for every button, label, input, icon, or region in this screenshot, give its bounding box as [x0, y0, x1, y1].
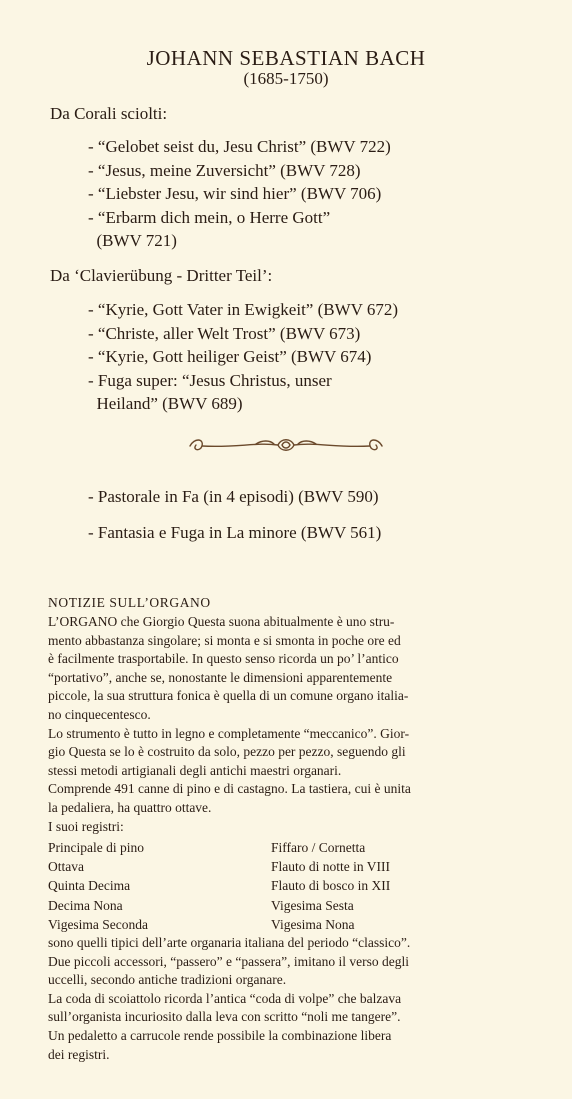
register-item: Flauto di notte in VIII	[271, 859, 390, 875]
notes-line: sono quelli tipici dell’arte organaria italiana del periodo “classico”.	[48, 935, 411, 950]
notes-line: sull’organista incuriosito dalla leva con scritto “noli me tangere”.	[48, 1009, 401, 1025]
work-single-pastorale: - Pastorale in Fa (in 4 episodi) (BWV 590)	[88, 487, 379, 506]
section-heading-clavieruebung: Da ‘Clavierübung - Dritter Teil’:	[50, 266, 273, 285]
notes-paragraph	[48, 613, 528, 836]
registers-list-right	[271, 838, 390, 934]
notes-line: “portativo”, anche se, nonostante le dimensioni apparentemente	[48, 669, 393, 685]
composer-name: JOHANN SEBASTIAN BACH	[146, 46, 426, 70]
notes-paragraph-continued	[48, 934, 528, 1064]
registers-list-left	[48, 838, 148, 934]
register-item: Principale di pino	[48, 840, 144, 855]
composer-dates: (1685-1750)	[243, 69, 329, 88]
notes-line: Comprende 491 canne di pino e di castagno. La tastiera, cui è unita	[48, 781, 411, 797]
work-item: - “Liebster Jesu, wir sind hier” (BWV 706)	[88, 184, 382, 203]
notes-line: dei registri.	[48, 1046, 110, 1062]
notes-line: la pedaliera, ha quattro ottave.	[48, 799, 212, 815]
work-item: - Fuga super: “Jesus Christus, unser	[88, 370, 332, 390]
notes-line: mento abbastanza singolare; si monta e si smonta in poche ore ed	[48, 632, 401, 648]
notes-line: Lo strumento è tutto in legno e completamente “meccanico”. Gior-	[48, 725, 410, 741]
register-item: Vigesima Sesta	[271, 897, 354, 913]
register-item: Quinta Decima	[48, 878, 131, 894]
work-item: - “Christe, aller Welt Trost” (BWV 673)	[88, 323, 361, 343]
work-item: - “Gelobet seist du, Jesu Christ” (BWV 722)	[88, 137, 391, 156]
register-item: Ottava	[48, 859, 84, 875]
notes-line: è facilmente trasportabile. In questo senso ricorda un po’ l’antico	[48, 651, 399, 667]
register-item: Vigesima Nona	[271, 916, 355, 932]
work-item: - “Erbarm dich mein, o Herre Gott”	[88, 207, 331, 227]
notes-line: L’ORGANO che Giorgio Questa suona abitualmente è uno stru-	[48, 614, 395, 629]
work-item: - “Jesus, meine Zuversicht” (BWV 728)	[88, 160, 361, 180]
work-item: - “Kyrie, Gott Vater in Ewigkeit” (BWV 672)	[88, 300, 399, 319]
notes-line: piccole, la sua struttura fonica è quella di un comune organo italia-	[48, 688, 409, 704]
notes-title: NOTIZIE SULL’ORGANO	[48, 595, 211, 610]
work-item: Heiland” (BWV 689)	[88, 394, 243, 413]
notes-line: Due piccoli accessori, “passero” e “passera”, imitano il verso degli	[48, 953, 409, 969]
work-single-fantasia: - Fantasia e Fuga in La minore (BWV 561)	[88, 523, 382, 542]
works-list-corali	[88, 135, 528, 253]
register-item: Decima Nona	[48, 897, 123, 913]
work-item: - “Kyrie, Gott heiliger Geist” (BWV 674)	[88, 347, 372, 366]
scroll-ornament-icon	[186, 434, 386, 456]
notes-line: no cinquecentesco.	[48, 706, 151, 722]
section-heading-corali: Da Corali sciolti:	[50, 104, 168, 123]
notes-line: stessi metodi artigianali degli antichi maestri organari.	[48, 762, 342, 778]
works-list-clavieruebung	[88, 298, 528, 416]
register-item: Fiffaro / Cornetta	[271, 840, 366, 855]
work-item: (BWV 721)	[88, 231, 177, 250]
register-item: Flauto di bosco in XII	[271, 878, 391, 894]
register-item: Vigesima Seconda	[48, 916, 149, 932]
notes-line: gio Questa se lo è costruito da solo, pezzo per pezzo, seguendo gli	[48, 744, 406, 760]
notes-line: I suoi registri:	[48, 818, 124, 834]
notes-line: uccelli, secondo antiche tradizioni organare.	[48, 972, 287, 988]
notes-line: Un pedaletto a carrucole rende possibile la combinazione libera	[48, 1027, 392, 1043]
notes-line: La coda di scoiattolo ricorda l’antica “coda di volpe” che balzava	[48, 990, 402, 1006]
